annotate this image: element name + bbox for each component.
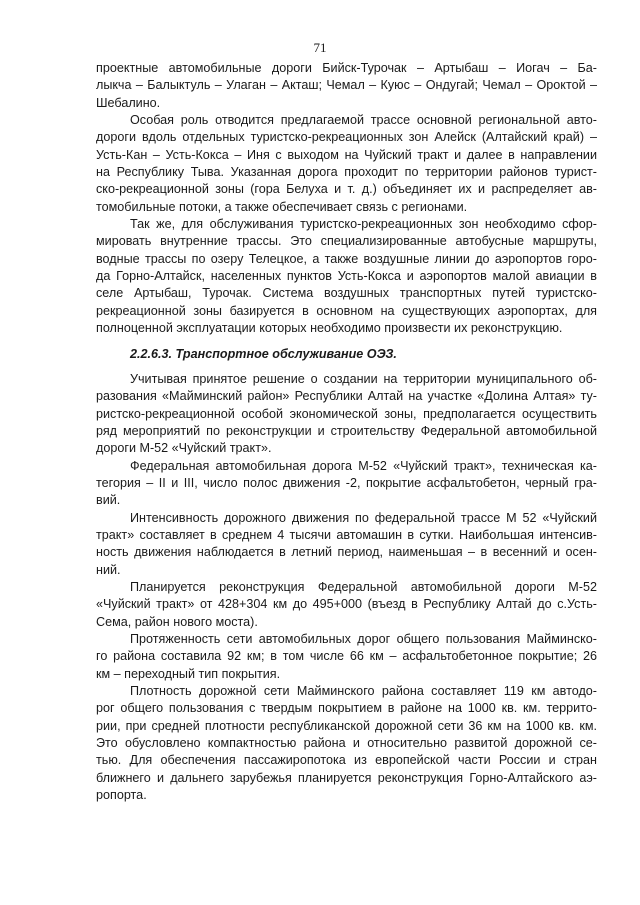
- text-line: рии, при средней плотности республиканской дорожной сети 36 км на 1000 кв. км.: [96, 718, 597, 733]
- text-line: дороги вдоль отдельных туристско-рекреационных зон Алейск (Алтайский край) –: [96, 130, 597, 145]
- text-line: Протяженность сети автомобильных дорог общего пользования Майминско-: [130, 632, 597, 646]
- paragraph: [96, 683, 597, 804]
- text-line: Сема, район нового моста).: [96, 614, 258, 629]
- paragraph: [96, 579, 597, 631]
- paragraph: [96, 510, 597, 579]
- text-line: го района составила 92 км; в том числе 66 км – асфальтобетонное покрытие; 26: [96, 649, 597, 664]
- paragraph: [96, 371, 597, 458]
- text-line: Интенсивность дорожного движения по федеральной трассе М 52 «Чуйский: [130, 510, 597, 525]
- paragraph: [96, 60, 597, 112]
- text-line: км – переходный тип покрытия.: [96, 666, 281, 681]
- text-line: вий.: [96, 493, 121, 508]
- document-body: [96, 60, 597, 804]
- text-line: проектные автомобильные дороги Бийск-Турочак – Артыбаш – Иогач – Ба-: [96, 61, 597, 75]
- text-line: рог общего пользования с твердым покрытием в районе на 1000 кв. км. террито-: [96, 701, 597, 716]
- spacer: [96, 338, 597, 346]
- text-line: ско-рекреационной зоны (гора Белуха и т. д.) объединяет их и распределяет ав-: [96, 182, 597, 197]
- text-line: на Республику Тыва. Указанная дорога проходит по территории районов турист-: [96, 165, 597, 180]
- text-line: Плотность дорожной сети Майминского района составляет 119 км автодо-: [130, 684, 597, 699]
- text-line: ближнего и дальнего зарубежья планируется реконструкция Горно-Алтайского аэ-: [96, 770, 597, 785]
- text-line: водные трассы по озеру Телецкое, а также воздушные линии до аэропортов горо-: [96, 251, 597, 266]
- text-line: ристско-рекреационной особой экономической зоны, предполагается осуществить: [96, 406, 597, 421]
- text-line: тегория – II и III, число полос движения -2, покрытие асфальтобетон, черный гра-: [96, 475, 597, 490]
- text-line: тракт» составляет в среднем 4 тысячи автомашин в сутки. Наибольшая интенсив-: [96, 527, 597, 542]
- text-line: разования «Майминский район» Республики Алтай на участке «Долина Алтая» ту-: [96, 389, 597, 404]
- page-number: 71: [313, 40, 327, 55]
- text-line: Федеральная автомобильная дорога М-52 «Чуйский тракт», техническая ка-: [130, 458, 597, 473]
- text-line: «Чуйский тракт» от 428+304 км до 495+000 (въезд в Республику Алтай до с.Усть-: [96, 597, 597, 612]
- text-line: Планируется реконструкция Федеральной автомобильной дороги М-52: [130, 579, 597, 594]
- text-line: тью. Для обеспечения пассажиропотока из европейской части России и стран: [96, 753, 597, 768]
- text-line: селе Артыбаш, Турочак. Система воздушных транспортных путей туристско-: [96, 286, 597, 301]
- text-line: Так же, для обслуживания туристско-рекреационных зон необходимо сфор-: [130, 217, 597, 232]
- text-line: ний.: [96, 562, 121, 577]
- text-line: рекреационной зоны базируется в основном на существующих аэропортах, для: [96, 303, 597, 318]
- text-line: мировать внутренние трассы. Это специализированные автобусные маршруты,: [96, 234, 597, 249]
- text-line: Шебалино.: [96, 95, 161, 110]
- paragraph: [96, 631, 597, 683]
- text-line: полноценной эксплуатации которых необходимо произвести их реконструкцию.: [96, 321, 563, 336]
- text-line: Это обусловлено компактностью района и относительно развитой дорожной се-: [96, 736, 597, 751]
- text-line: Особая роль отводится предлагаемой трассе основной региональной авто-: [130, 113, 597, 128]
- section-heading: 2.2.6.3. Транспортное обслуживание ОЭЗ.: [130, 346, 397, 361]
- text-line: ропорта.: [96, 788, 147, 803]
- text-line: ность движения наблюдается в летний период, наименьшая – в весенний и осен-: [96, 545, 597, 560]
- paragraph: [96, 216, 597, 337]
- paragraph: [96, 458, 597, 510]
- paragraph: [96, 112, 597, 216]
- text-line: Усть-Кан – Усть-Кокса – Иня с выходом на Чуйский тракт и далее в направлении: [96, 147, 597, 162]
- spacer: [96, 363, 597, 371]
- text-line: дороги М-52 «Чуйский тракт».: [96, 441, 272, 456]
- text-line: ряд мероприятий по реконструкции и строительству Федеральной автомобильной: [96, 423, 597, 438]
- text-line: да Горно-Алтайск, населенных пунктов Усть-Кокса и аэропортов малой авиации в: [96, 269, 597, 284]
- text-line: Учитывая принятое решение о создании на территории муниципального об-: [130, 371, 597, 386]
- text-line: лыкча – Балыктуль – Улаган – Акташ; Чемал – Куюс – Ондугай; Чемал – Ороктой –: [96, 78, 597, 93]
- text-line: томобильные потоки, а также обеспечивает связь с регионами.: [96, 199, 468, 214]
